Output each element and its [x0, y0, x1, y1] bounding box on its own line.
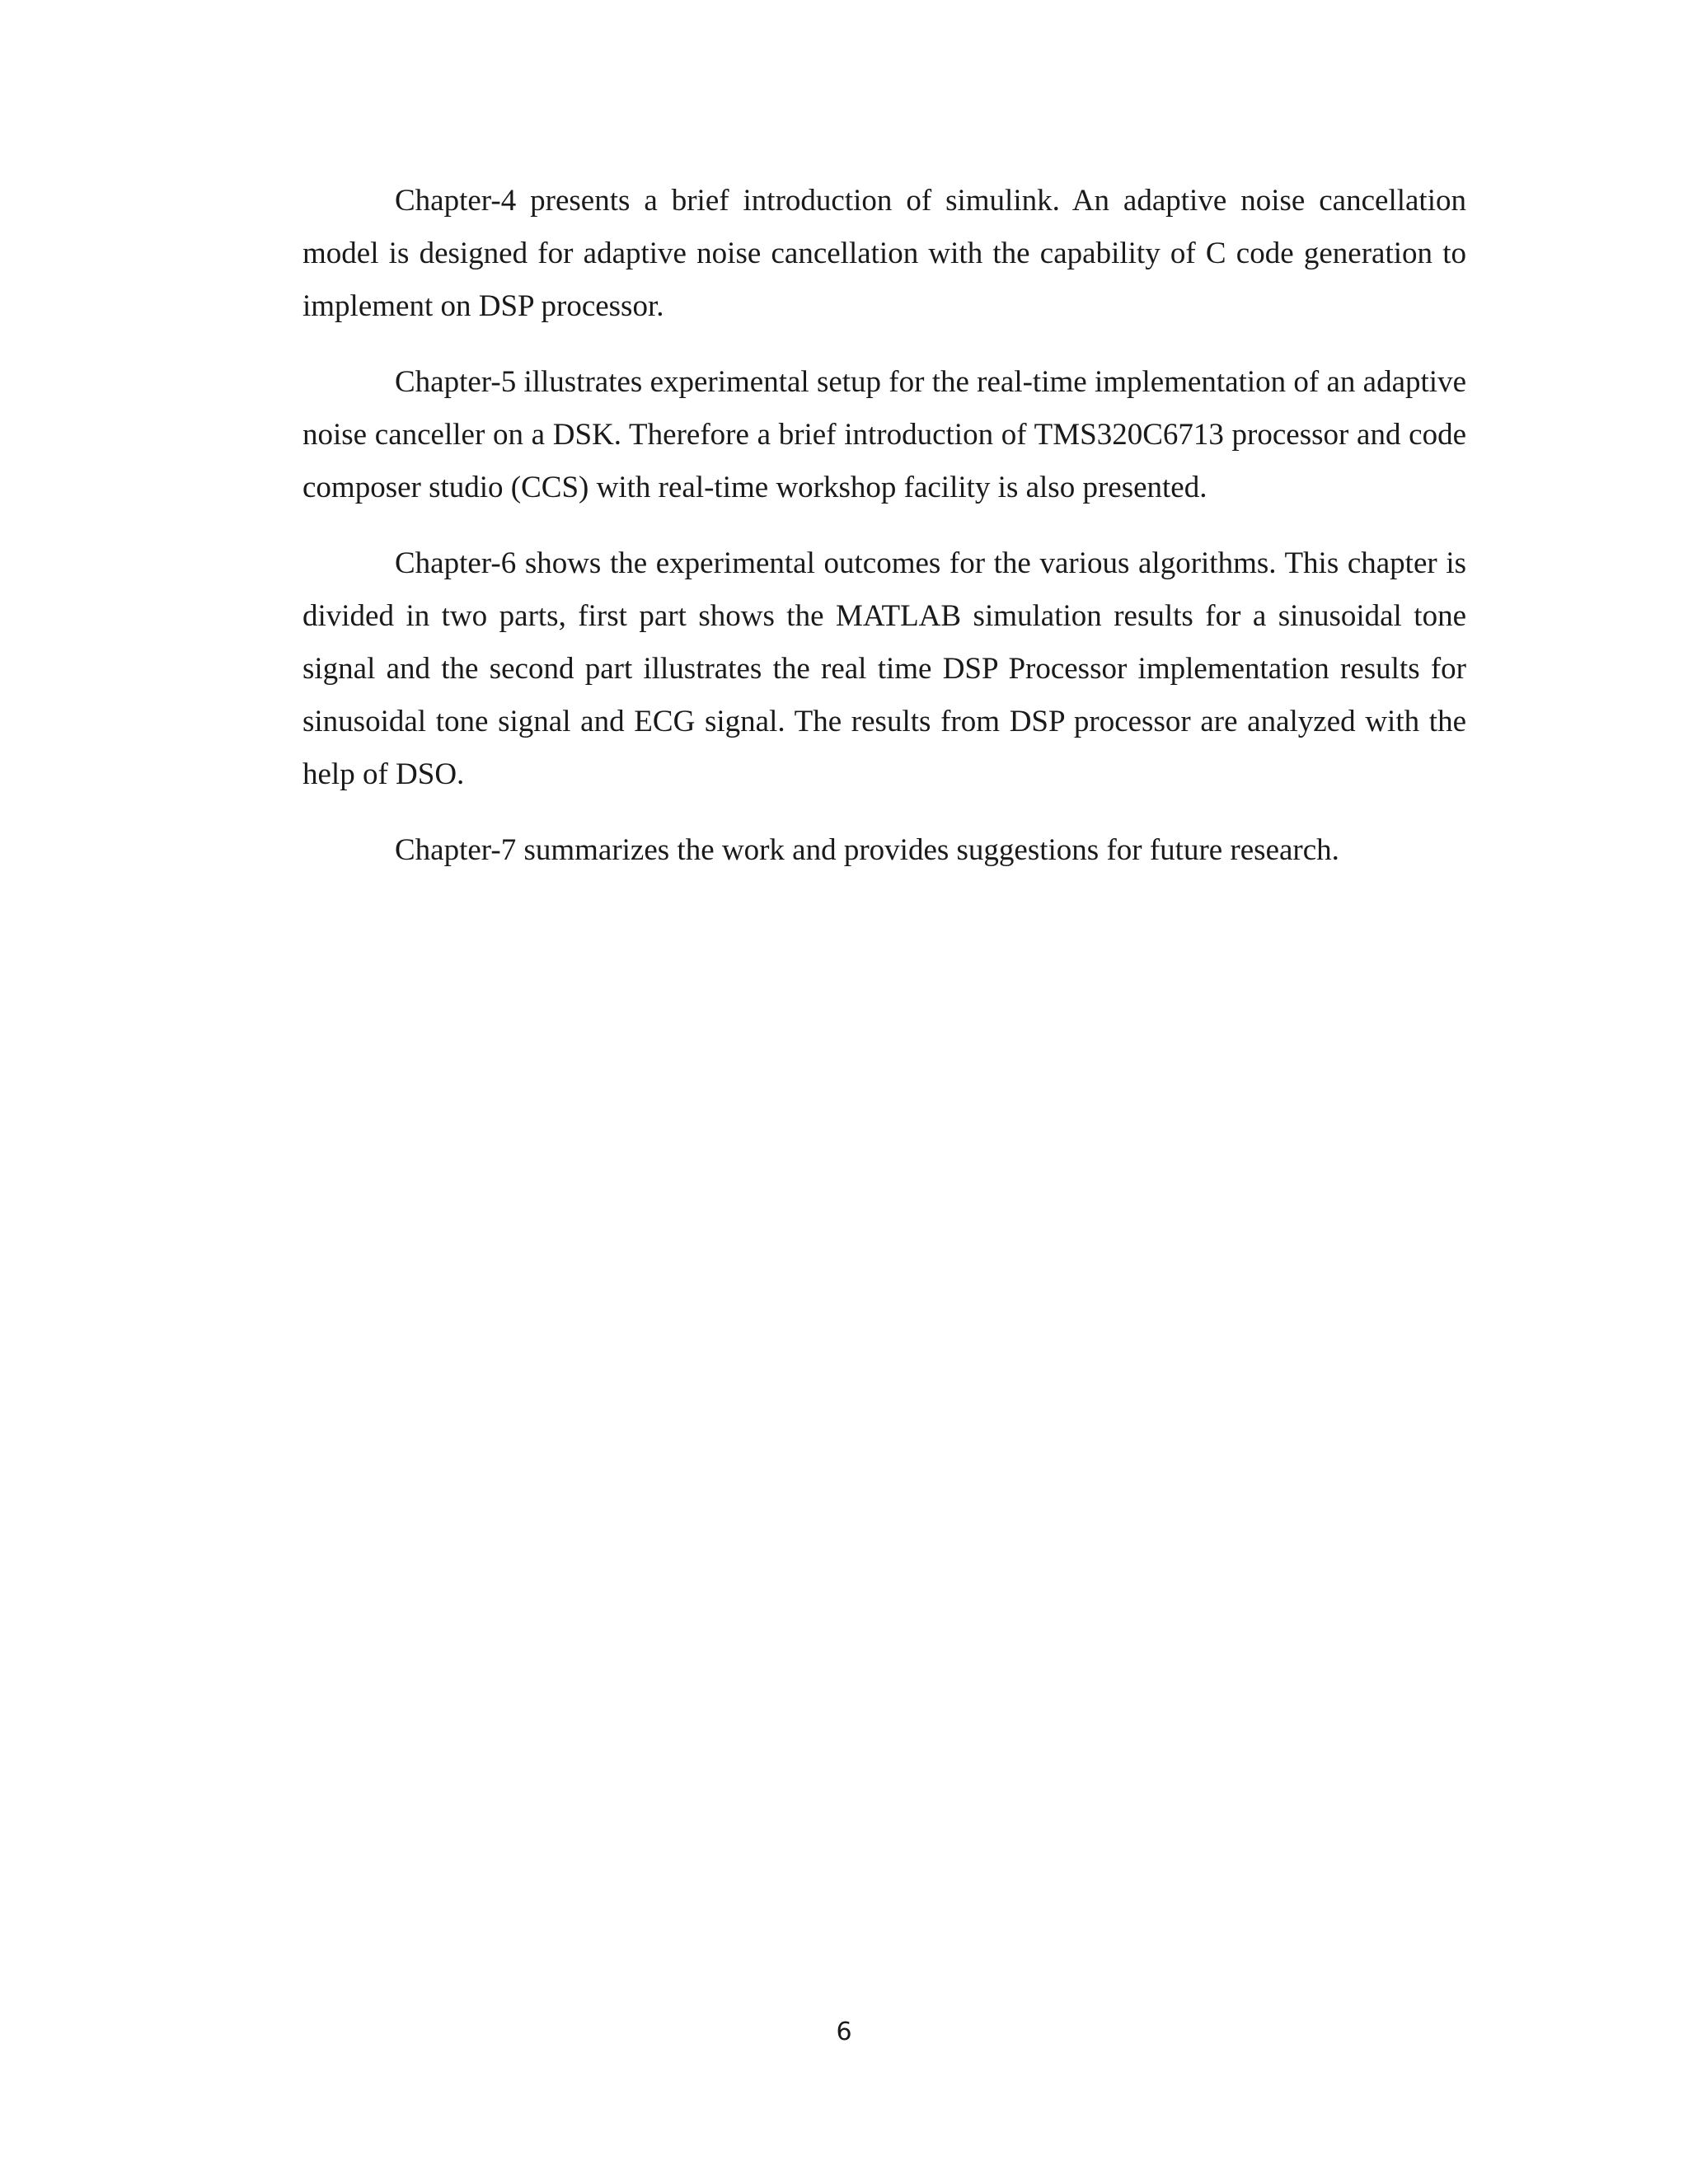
page-number: 6	[836, 2018, 852, 2046]
paragraph-chapter-4: Chapter-4 presents a brief introduction of simulink. An adaptive noise cancellation model is designed for adaptive noise cancellation with the capability of C code generation to implement on DSP processor.	[302, 184, 1466, 323]
body-text	[302, 175, 1466, 900]
paragraph-chapter-6: Chapter-6 shows the experimental outcomes for the various algorithms. This chapter is divided in two parts, first part shows the MATLAB simulation results for a sinusoidal tone signal and the second part illustrates the real time DSP Processor implementation results for sinusoidal tone signal and ECG signal. The results from DSP processor are analyzed with the help of DSO.	[302, 546, 1466, 791]
paragraph-chapter-5: Chapter-5 illustrates experimental setup for the real-time implementation of an adaptive noise canceller on a DSK. Therefore a brief introduction of TMS320C6713 processor and code composer studio (CCS) with real-time workshop facility is also presented.	[302, 365, 1466, 504]
paragraph-chapter-7: Chapter-7 summarizes the work and provides suggestions for future research.	[395, 833, 1339, 867]
